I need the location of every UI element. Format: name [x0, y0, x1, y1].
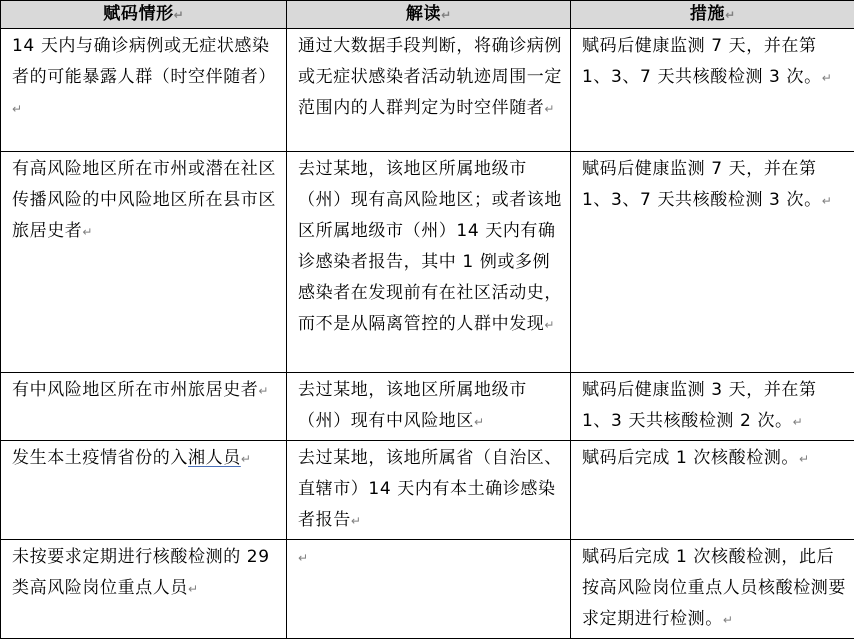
situation-text: 未按要求定期进行核酸检测的 29 类高风险岗位重点人员 — [12, 547, 270, 598]
paragraph-mark-icon: ↵ — [822, 71, 832, 85]
paragraph-mark-icon: ↵ — [544, 318, 554, 332]
table-row — [1, 441, 854, 540]
paragraph-mark-icon: ↵ — [725, 8, 735, 22]
interpretation-text: 去过某地，该地区所属地级市（州）现有中风险地区 — [298, 380, 527, 431]
measure-text: 赋码后健康监测 3 天，并在第 1、3 天共核酸检测 2 次。 — [582, 380, 817, 431]
interpretation-text: 去过某地，该地区所属地级市（州）现有高风险地区；或者该地区所属地级市（州）14 天内有确诊感染者报告，其中 1 例或多例感染者在发现前有在社区活动史，而不是从隔离管控的人群中发现 — [298, 159, 562, 334]
measure-text: 赋码后完成 1 次核酸检测。 — [582, 448, 799, 468]
measure-cell — [571, 540, 854, 639]
situation-text-underlined: 湘人员 — [188, 448, 241, 468]
measure-cell — [571, 373, 854, 441]
paragraph-mark-icon: ↵ — [723, 613, 733, 627]
situation-cell — [1, 152, 287, 373]
situation-cell — [1, 373, 287, 441]
interpretation-cell — [287, 29, 571, 152]
paragraph-mark-icon: ↵ — [298, 551, 308, 565]
interpretation-cell — [287, 373, 571, 441]
header-measure-label: 措施 — [690, 4, 725, 24]
situation-cell — [1, 29, 287, 152]
table-row — [1, 29, 854, 152]
table-row — [1, 540, 854, 639]
header-measure — [571, 1, 854, 29]
paragraph-mark-icon: ↵ — [82, 225, 92, 239]
situation-text: 有中风险地区所在市州旅居史者 — [12, 380, 258, 400]
measure-cell — [571, 441, 854, 540]
paragraph-mark-icon: ↵ — [441, 8, 451, 22]
situation-text: 有高风险地区所在市州或潜在社区传播风险的中风险地区所在县市区旅居史者 — [12, 159, 276, 241]
measure-cell — [571, 29, 854, 152]
paragraph-mark-icon: ↵ — [12, 102, 22, 116]
interpretation-text: 通过大数据手段判断，将确诊病例或无症状感染者活动轨迹周围一定范围内的人群判定为时空伴随者 — [298, 36, 562, 118]
paragraph-mark-icon: ↵ — [351, 514, 361, 528]
measure-cell — [571, 152, 854, 373]
situation-text: 14 天内与确诊病例或无症状感染者的可能暴露人群（时空伴随者） — [12, 36, 276, 87]
paragraph-mark-icon: ↵ — [822, 194, 832, 208]
situation-text-prefix: 发生本土疫情省份的入 — [12, 448, 188, 468]
paragraph-mark-icon: ↵ — [474, 415, 484, 429]
measure-text: 赋码后健康监测 7 天，并在第 1、3、7 天共核酸检测 3 次。 — [582, 36, 822, 87]
paragraph-mark-icon: ↵ — [258, 384, 268, 398]
header-situation-label: 赋码情形 — [103, 4, 173, 24]
header-interpretation — [287, 1, 571, 29]
paragraph-mark-icon: ↵ — [241, 452, 251, 466]
measure-text: 赋码后完成 1 次核酸检测，此后按高风险岗位重点人员核酸检测要求定期进行检测。 — [582, 547, 846, 629]
table-header-row — [1, 1, 854, 29]
paragraph-mark-icon: ↵ — [188, 582, 198, 596]
interpretation-cell — [287, 540, 571, 639]
paragraph-mark-icon: ↵ — [174, 8, 184, 22]
paragraph-mark-icon: ↵ — [544, 102, 554, 116]
interpretation-cell — [287, 152, 571, 373]
measure-text: 赋码后健康监测 7 天，并在第 1、3、7 天共核酸检测 3 次。 — [582, 159, 822, 210]
interpretation-text: 去过某地，该地所属省（自治区、直辖市）14 天内有本土确诊感染者报告 — [298, 448, 562, 530]
table-row — [1, 152, 854, 373]
header-situation — [1, 1, 287, 29]
paragraph-mark-icon: ↵ — [799, 452, 809, 466]
situation-cell — [1, 441, 287, 540]
paragraph-mark-icon: ↵ — [793, 415, 803, 429]
table-row — [1, 373, 854, 441]
interpretation-cell — [287, 441, 571, 540]
situation-cell — [1, 540, 287, 639]
header-interpretation-label: 解读 — [406, 4, 441, 24]
